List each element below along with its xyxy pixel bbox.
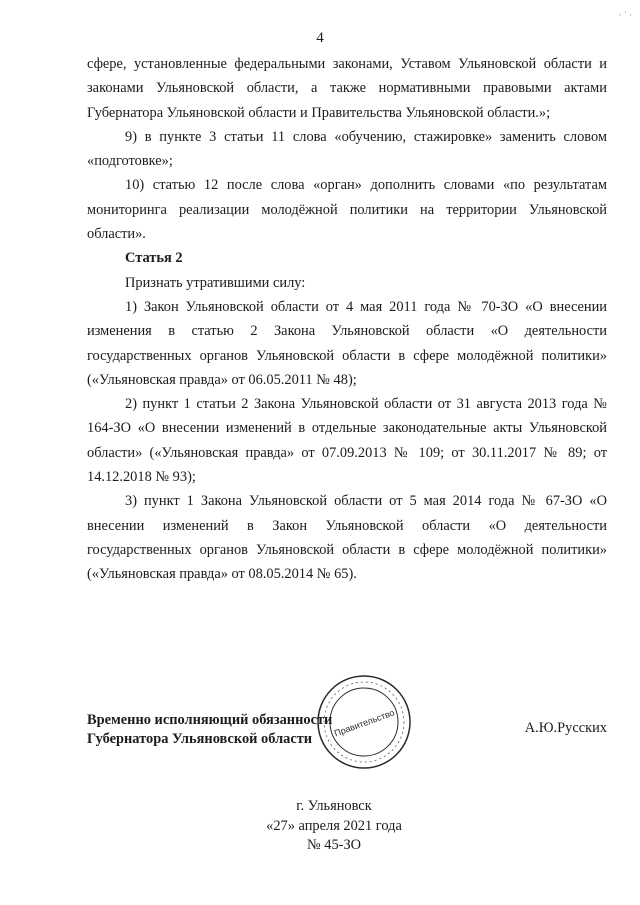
page-number: 4: [316, 30, 324, 46]
signatory-name: А.Ю.Русских: [524, 720, 607, 736]
stamp-center-text: Правительство: [332, 707, 396, 739]
article-item-2: 2) пункт 1 статьи 2 Закона Ульяновской области от 31 августа 2013 года № 164-ЗО «О внесении изменений в отдельные законодательные акты Ульяновской области» («Ульяновская правда» от 07.09.2013 № 109; от 30.11.2017 № 89; от 14.12.2018 № 93);: [87, 396, 607, 486]
signature-title-line1: Временно исполняющий обязанности: [87, 712, 333, 728]
article-item-3: 3) пункт 1 Закона Ульяновской области от 5 мая 2014 года № 67-ЗО «О внесении изменений в Закон Ульяновской области «О деятельности государственных органов Ульяновской области в сфере молодёжной политики» («Ульяновская правда» от 08.05.2014 № 65).: [87, 493, 607, 583]
scan-mark: · ˙ ·: [618, 10, 632, 20]
footer-date: «27» апреля 2021 года: [266, 817, 402, 834]
article-intro: Признать утратившими силу:: [125, 274, 306, 291]
signature-block: [87, 711, 332, 749]
signature-title-line2: Губернатора Ульяновской области: [87, 731, 313, 747]
article-heading: Статья 2: [125, 250, 183, 267]
document-body: [87, 52, 607, 587]
paragraph-continuation: сфере, установленные федеральными законами, Уставом Ульяновской области и законами Ульяновской области, а также нормативными правовыми актами Губернатора Ульяновской области и Правительства Ульяновской области.»;: [87, 56, 607, 121]
document-footer: [0, 797, 640, 856]
paragraph-item-10: 10) статью 12 после слова «орган» дополнить словами «по результатам мониторинга реализации молодёжной политики на территории Ульяновской области».: [87, 177, 607, 243]
footer-law-number: № 45-ЗО: [306, 837, 362, 853]
article-item-1: 1) Закон Ульяновской области от 4 мая 2011 года № 70-ЗО «О внесении изменения в статью 2 Закона Ульяновской области «О деятельности государственных органов Ульяновской области в сфере молодёжной политики» («Ульяновская правда» от 06.05.2011 № 48);: [87, 298, 607, 388]
footer-city: г. Ульяновск: [296, 798, 372, 814]
paragraph-item-9: 9) в пункте 3 статьи 11 слова «обучению, стажировке» заменить словом «подготовке»;: [87, 128, 607, 170]
